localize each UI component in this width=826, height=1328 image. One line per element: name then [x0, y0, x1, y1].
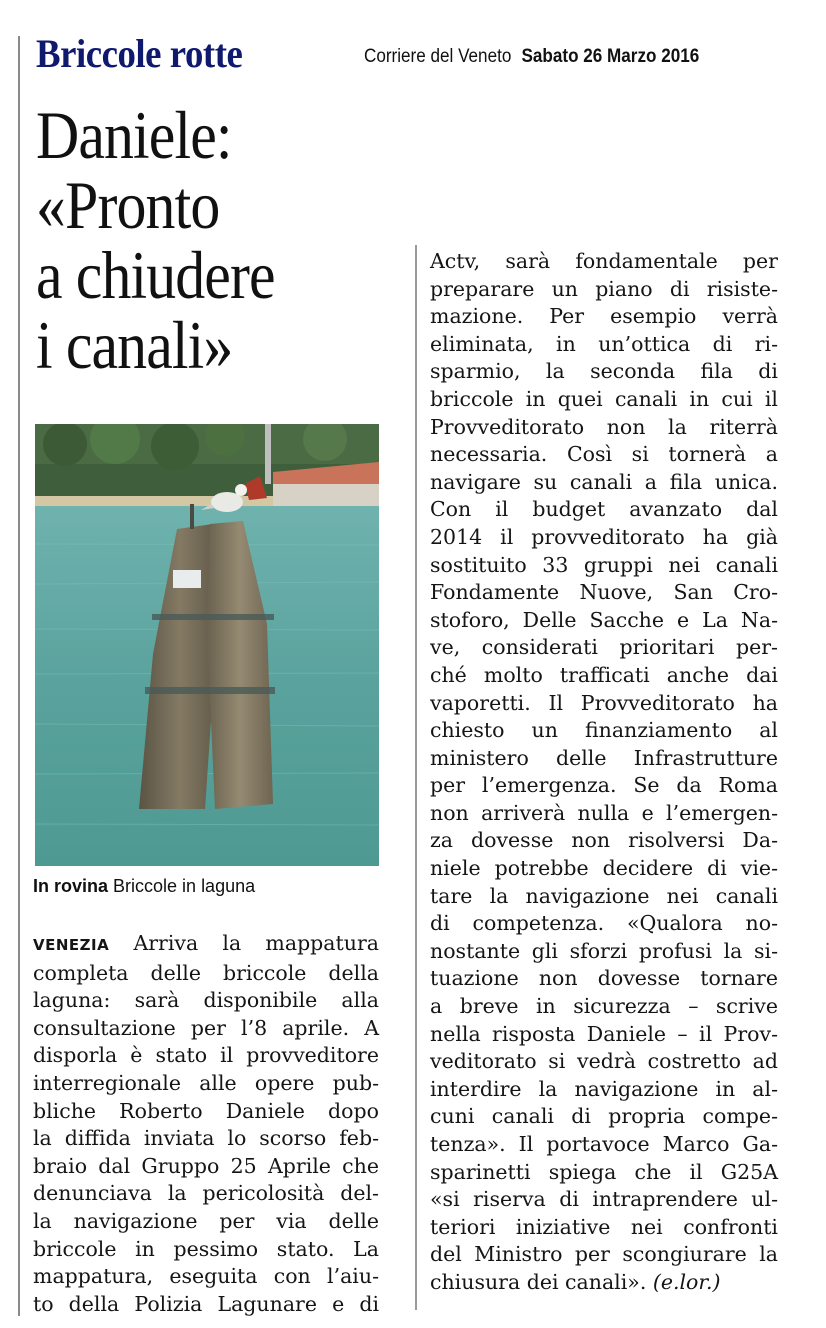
text-line: tenza». Il portavoce Marco Ga-	[430, 1132, 778, 1156]
text-line: ve, considerati prioritari per-	[430, 635, 778, 660]
text-line-final: chiusura dei canali». (e.lor.)	[430, 1269, 721, 1294]
text-line: sparinetti spiega che il G25A	[430, 1159, 778, 1184]
briccole-photo-illustration	[35, 424, 379, 866]
text-line: la navigazione per via delle	[33, 1208, 379, 1233]
text-line: ché molto trafficati anche dai	[430, 662, 778, 687]
text-line: Actv, sarà fondamentale per	[430, 249, 778, 273]
article-photo	[35, 424, 379, 866]
section-kicker: Briccole rotte	[36, 31, 243, 76]
text-line: stoforo, Delle Sacche e La Na-	[430, 607, 778, 632]
text-line: teriori iniziative nei confronti	[430, 1214, 778, 1239]
text-line: eliminata, in un’ottica di ri-	[430, 331, 778, 356]
text-line: non arriverà nulla e l’emergen-	[430, 800, 778, 825]
text-line: niele potrebbe decidere di vie-	[430, 856, 778, 881]
publication-name: Corriere del Veneto	[364, 46, 512, 67]
text-line: tuazione non dovesse tornare	[430, 966, 778, 991]
text-line: sostituito 33 gruppi nei canali	[430, 552, 778, 577]
text-line: tare la navigazione nei canali	[430, 883, 778, 908]
text-line: navigare su canali a fila unica.	[430, 469, 778, 494]
masthead	[364, 46, 699, 68]
text-line: interregionale alle opere pub-	[33, 1070, 379, 1095]
article-column-left	[33, 930, 379, 1318]
text-line: braio dal Gruppo 25 Aprile che	[33, 1153, 379, 1178]
headline-line: i canali»	[36, 307, 233, 383]
text-line: to della Polizia Lagunare e di	[33, 1291, 379, 1316]
caption-lead: In rovina	[33, 876, 109, 896]
text-line: «si riserva di intraprendere ul-	[430, 1187, 778, 1212]
text-line: Provveditorato non la riterrà	[430, 414, 778, 439]
text-line: del Ministro per scongiurare la	[430, 1242, 778, 1267]
publication-date: Sabato 26 Marzo 2016	[521, 46, 700, 67]
column-divider	[415, 245, 417, 1310]
text-line: briccole in pessimo stato. La	[33, 1236, 379, 1261]
article-column-right	[430, 248, 778, 1297]
text-line: Fondamente Nuove, San Cro-	[430, 580, 778, 605]
text-line: denunciava la pericolosità del-	[33, 1181, 379, 1206]
dateline: VENEZIA	[33, 936, 110, 954]
text-line: nostante gli sforzi profusi la si-	[430, 938, 778, 963]
author-byline: (e.lor.)	[652, 1269, 721, 1294]
text-line: Con il budget avanzato dal	[430, 497, 778, 522]
text-line: chiesto un finanziamento al	[430, 718, 778, 743]
text-line: disporla è stato il provveditore	[33, 1043, 379, 1068]
caption-text: Briccole in laguna	[113, 876, 256, 896]
text-line: laguna: sarà disponibile alla	[33, 988, 379, 1013]
text-line: VENEZIA Arriva la mappatura	[33, 931, 379, 955]
text-line: veditorato si vedrà costretto ad	[430, 1049, 778, 1074]
text-line: di competenza. «Qualora no-	[430, 911, 778, 936]
text-line: sparmio, la seconda fila di	[430, 359, 778, 384]
headline-line: Daniele:	[36, 97, 232, 173]
text-line: bliche Roberto Daniele dopo	[33, 1098, 379, 1123]
headline	[36, 97, 416, 383]
text-line: a breve in sicurezza – scrive	[430, 994, 778, 1019]
text-line: za dovesse non risolversi Da-	[430, 828, 778, 853]
text-line: necessaria. Così si tornerà a	[430, 442, 778, 467]
text-line: per l’emergenza. Se da Roma	[430, 773, 778, 798]
text-line: consultazione per l’8 aprile. A	[33, 1015, 379, 1040]
text-line: briccole in quei canali in cui il	[430, 386, 778, 411]
headline-line: «Pronto	[36, 167, 220, 243]
text-line: interdire la navigazione in al-	[430, 1076, 778, 1101]
text-line: nella risposta Daniele – il Prov-	[430, 1021, 778, 1046]
page-left-rule	[18, 36, 20, 1316]
text-line: completa delle briccole della	[33, 960, 379, 985]
text-line: mazione. Per esempio verrà	[430, 304, 778, 329]
photo-caption	[33, 876, 255, 897]
text-line: preparare un piano di risiste-	[430, 276, 778, 301]
text-line: mappatura, eseguita con l’aiu-	[33, 1264, 379, 1289]
text-line: la diffida inviata lo scorso feb-	[33, 1126, 379, 1151]
text-line: ministero delle Infrastrutture	[430, 745, 778, 770]
headline-line: a chiudere	[36, 237, 275, 313]
text-line: vaporetti. Il Provveditorato ha	[430, 690, 778, 715]
text-line: cuni canali di propria compe-	[430, 1104, 778, 1129]
text-line: 2014 il provveditorato ha già	[430, 524, 778, 549]
